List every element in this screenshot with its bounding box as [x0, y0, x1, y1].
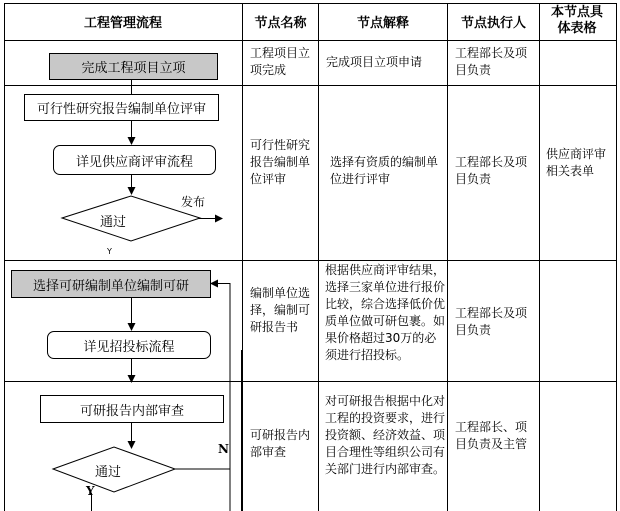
step2-box: 可行性研究报告编制单位评审 — [24, 94, 219, 121]
row2-form: 供应商评审相关表单 — [546, 147, 607, 178]
row2-desc: 选择有资质的编制单位进行评审 — [330, 155, 439, 186]
decision1-yes-label: Y — [107, 247, 112, 256]
decision1-diamond — [62, 196, 200, 241]
publish-label: 发布 — [181, 195, 206, 209]
row2-name: 可行性研究报告编制单位评审 — [250, 138, 311, 186]
step5-box: 详见招投标流程 — [47, 331, 211, 359]
row3-desc: 根据供应商评审结果，选择三家单位进行报价比较，综合选择低价优质单位做可研包裹。如果价格超过30万的必须进行招投标。 — [325, 263, 446, 362]
row3-exec: 工程部长及项目负责 — [455, 306, 528, 337]
decision2-no-label: N — [218, 442, 229, 456]
step6-box: 可研报告内部审查 — [40, 395, 224, 423]
header-process: 工程管理流程 — [83, 16, 162, 31]
header-node-exec: 节点执行人 — [460, 16, 526, 31]
row4-desc: 对可研报告根据中化对工程的投资要求，进行投资额、经济效益、项目合理性等组织公司有关部门进行内部审查。 — [325, 394, 446, 476]
decision2-label: 通过 — [95, 465, 122, 480]
row1-name: 工程项目立项完成 — [250, 46, 311, 77]
decision1-label: 通过 — [100, 215, 127, 230]
header-node-form: 本节点具体表格 — [550, 5, 603, 36]
step3-box: 详见供应商评审流程 — [53, 145, 216, 175]
row4-exec: 工程部长、项目负责及主管 — [455, 420, 528, 451]
row1-exec: 工程部长及项目负责 — [455, 46, 528, 77]
row4-name: 可研报告内部审查 — [250, 428, 311, 459]
step1-box: 完成工程项目立项 — [49, 53, 218, 80]
row1-desc: 完成项目立项申请 — [326, 55, 423, 69]
header-node-desc: 节点解释 — [356, 16, 409, 31]
step4-box: 选择可研编制单位编制可研 — [11, 270, 211, 298]
decision2-yes-label: Y — [86, 484, 95, 498]
row2-exec: 工程部长及项目负责 — [455, 155, 528, 186]
header-node-name: 节点名称 — [254, 16, 307, 31]
row3-name: 编制单位选择，编制可研报告书 — [250, 286, 311, 334]
